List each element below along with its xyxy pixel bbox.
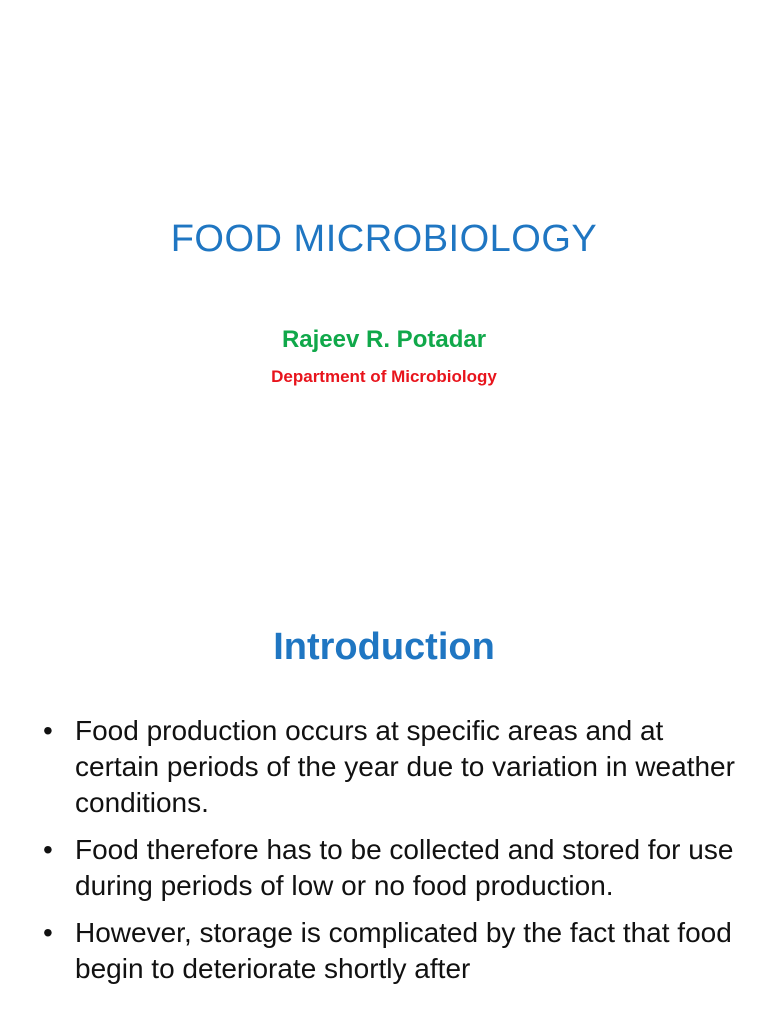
bullet-text: However, storage is complicated by the fact that food begin to deteriorate shortly after bbox=[75, 917, 732, 984]
bullet-icon: • bbox=[43, 917, 53, 948]
section-heading: Introduction bbox=[273, 626, 495, 668]
bullet-item bbox=[40, 713, 740, 821]
author-name: Rajeev R. Potadar bbox=[281, 326, 487, 353]
bullet-text: Food production occurs at specific areas and at certain periods of the year due to variation in weather conditions. bbox=[75, 715, 735, 818]
bullet-item bbox=[40, 832, 740, 904]
bullet-icon: • bbox=[43, 715, 53, 746]
department-name: Department of Microbiology bbox=[271, 367, 497, 386]
introduction-slide bbox=[0, 576, 768, 1024]
bullet-item bbox=[40, 915, 740, 987]
bullet-list bbox=[40, 713, 740, 998]
slide-title: FOOD MICROBIOLOGY bbox=[170, 218, 598, 260]
bullet-text: Food therefore has to be collected and stored for use during periods of low or no food production. bbox=[75, 834, 734, 901]
bullet-icon: • bbox=[43, 834, 53, 865]
